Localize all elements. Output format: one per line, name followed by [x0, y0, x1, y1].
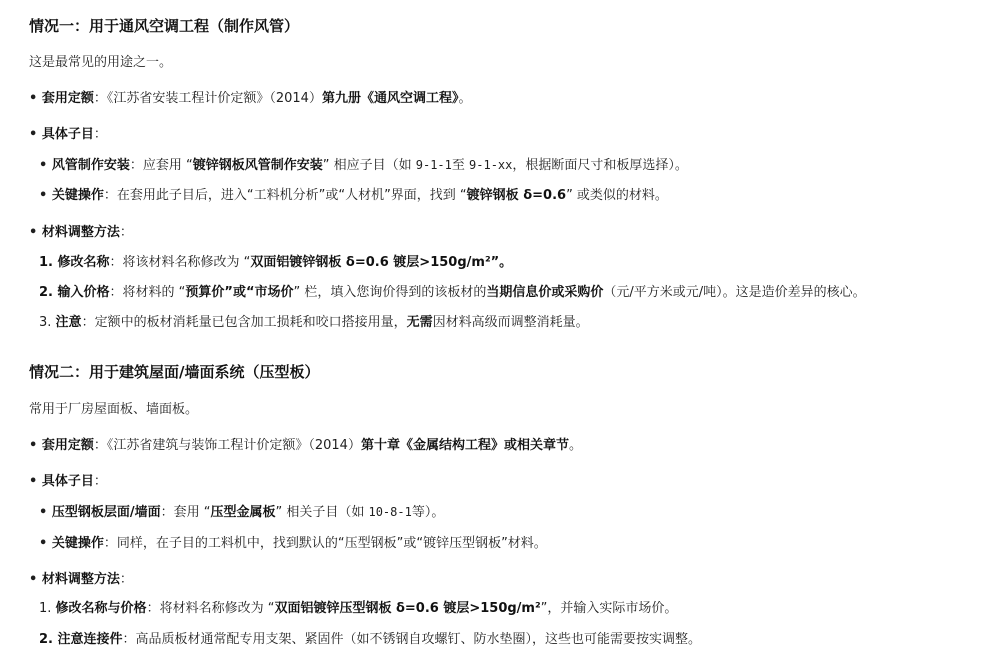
step-bold: 双面铝镀锌钢板 δ=0.6 镀层>150g/m² — [250, 255, 491, 270]
section-1-step-1 — [39, 254, 512, 272]
step-bold: 当期信息价或采购价 — [486, 285, 604, 300]
quota-end: 。 — [568, 438, 582, 453]
adjust-label: 材料调整方法 — [41, 572, 120, 587]
sub-item-label: 压型钢板层面/墙面 — [51, 505, 161, 520]
code-inline: 10-8-1 — [368, 505, 412, 519]
section-2-intro: 常用于厂房屋面板、墙面板。 — [29, 402, 199, 417]
section-1-quota-item — [29, 90, 471, 108]
sub-colon: ： — [93, 127, 107, 142]
section-2-adjust-heading — [29, 571, 133, 589]
quota-end: 。 — [458, 91, 472, 106]
sub-item-text: ，根据断面尺寸和板厚选择）。 — [512, 158, 688, 173]
section-1-intro: 这是最常见的用途之一。 — [29, 55, 173, 70]
code-inline: 9-1-xx — [469, 158, 513, 172]
sub-item-text: ：同样，在子目的工料机中，找到默认的“压型钢板”或“镀锌压型钢板”材料。 — [103, 536, 547, 551]
step-number: 2. — [39, 285, 58, 300]
quota-text: ：《江苏省安装工程计价定额》（2014） — [93, 91, 322, 106]
sub-item-label: 风管制作安装 — [51, 158, 130, 173]
step-text: ”。 — [490, 255, 513, 270]
step-text: ：将材料的 “ — [109, 285, 186, 300]
section-1-sub-heading — [29, 126, 107, 144]
step-text: ” 栏，填入您询价得到的该板材的 — [293, 285, 487, 300]
step-label: 注意 — [55, 315, 82, 330]
section-1-title: 情况一：用于通风空调工程（制作风管） — [29, 17, 300, 35]
step-text: ：高品质板材通常配专用支架、紧固件（如不锈钢自攻螺钉、防水垫圈），这些也可能需要按实调整。 — [122, 632, 702, 647]
sub-label: 具体子目 — [41, 474, 94, 489]
step-label: 输入价格 — [57, 285, 110, 300]
sub-item-text: 等）。 — [411, 505, 445, 520]
sub-item-text: ” 或类似的材料。 — [566, 188, 668, 203]
step-label: 修改名称与价格 — [55, 601, 147, 616]
step-bold: 无需 — [406, 315, 433, 330]
sub-item-bold: 镀锌钢板 δ=0.6 — [466, 188, 567, 203]
adjust-label: 材料调整方法 — [41, 225, 120, 240]
quota-text: ：《江苏省建筑与装饰工程计价定额》（2014） — [93, 438, 361, 453]
section-1-sub-item-1 — [39, 156, 688, 175]
step-text: ：将材料名称修改为 “ — [146, 601, 275, 616]
sub-item-text: ” 相关子目（如 — [275, 505, 369, 520]
sub-item-label: 关键操作 — [51, 188, 104, 203]
step-number: 1. — [39, 255, 58, 270]
section-1-step-3 — [39, 314, 589, 332]
section-2-quota-item — [29, 437, 582, 455]
section-1-sub-item-2 — [39, 187, 668, 205]
step-text: ”或“ — [224, 285, 255, 300]
section-2-step-2 — [39, 631, 701, 649]
step-bold: 预算价 — [185, 285, 225, 300]
step-text: ：将该材料名称修改为 “ — [109, 255, 251, 270]
step-label: 注意连接件 — [57, 632, 123, 647]
step-text: ”，并输入实际市场价。 — [540, 601, 678, 616]
sub-label: 具体子目 — [41, 127, 94, 142]
section-2-title: 情况二：用于建筑屋面/墙面系统（压型板） — [29, 363, 320, 381]
section-2-sub-heading — [29, 473, 107, 491]
sub-item-bold: 压型金属板 — [210, 505, 276, 520]
section-1-adjust-heading — [29, 224, 133, 242]
sub-colon: ： — [93, 474, 107, 489]
sub-item-text: ：在套用此子目后，进入“工料机分析”或“人材机”界面，找到 “ — [103, 188, 467, 203]
sub-item-text: ” 相应子目（如 — [322, 158, 416, 173]
step-bold: 市场价 — [254, 285, 294, 300]
section-2-step-1 — [39, 600, 677, 618]
step-text: （元/平方米或元/吨）。这是造价差异的核心。 — [603, 285, 866, 300]
quota-book: 第九册《通风空调工程》 — [321, 91, 459, 106]
sub-item-bold: 镀锌钢板风管制作安装 — [192, 158, 323, 173]
section-2-sub-item-1 — [39, 503, 444, 522]
adjust-colon: ： — [119, 225, 133, 240]
adjust-colon: ： — [119, 572, 133, 587]
section-1-step-2 — [39, 284, 866, 302]
quota-book: 第十章《金属结构工程》或相关章节 — [360, 438, 569, 453]
step-text: ：定额中的板材消耗量已包含加工损耗和咬口搭接用量， — [81, 315, 407, 330]
sub-item-text: 至 — [451, 158, 470, 173]
sub-item-label: 关键操作 — [51, 536, 104, 551]
quota-label: 套用定额 — [41, 91, 94, 106]
sub-item-text: ：套用 “ — [160, 505, 211, 520]
step-text: 因材料高级而调整消耗量。 — [432, 315, 589, 330]
step-number: 1. — [39, 601, 56, 616]
step-number: 3. — [39, 315, 56, 330]
step-bold: 双面铝镀锌压型钢板 δ=0.6 镀层>150g/m² — [274, 601, 541, 616]
sub-item-text: ：应套用 “ — [129, 158, 193, 173]
code-inline: 9-1-1 — [415, 158, 452, 172]
section-2-sub-item-2 — [39, 535, 547, 553]
step-number: 2. — [39, 632, 58, 647]
step-label: 修改名称 — [57, 255, 110, 270]
quota-label: 套用定额 — [41, 438, 94, 453]
